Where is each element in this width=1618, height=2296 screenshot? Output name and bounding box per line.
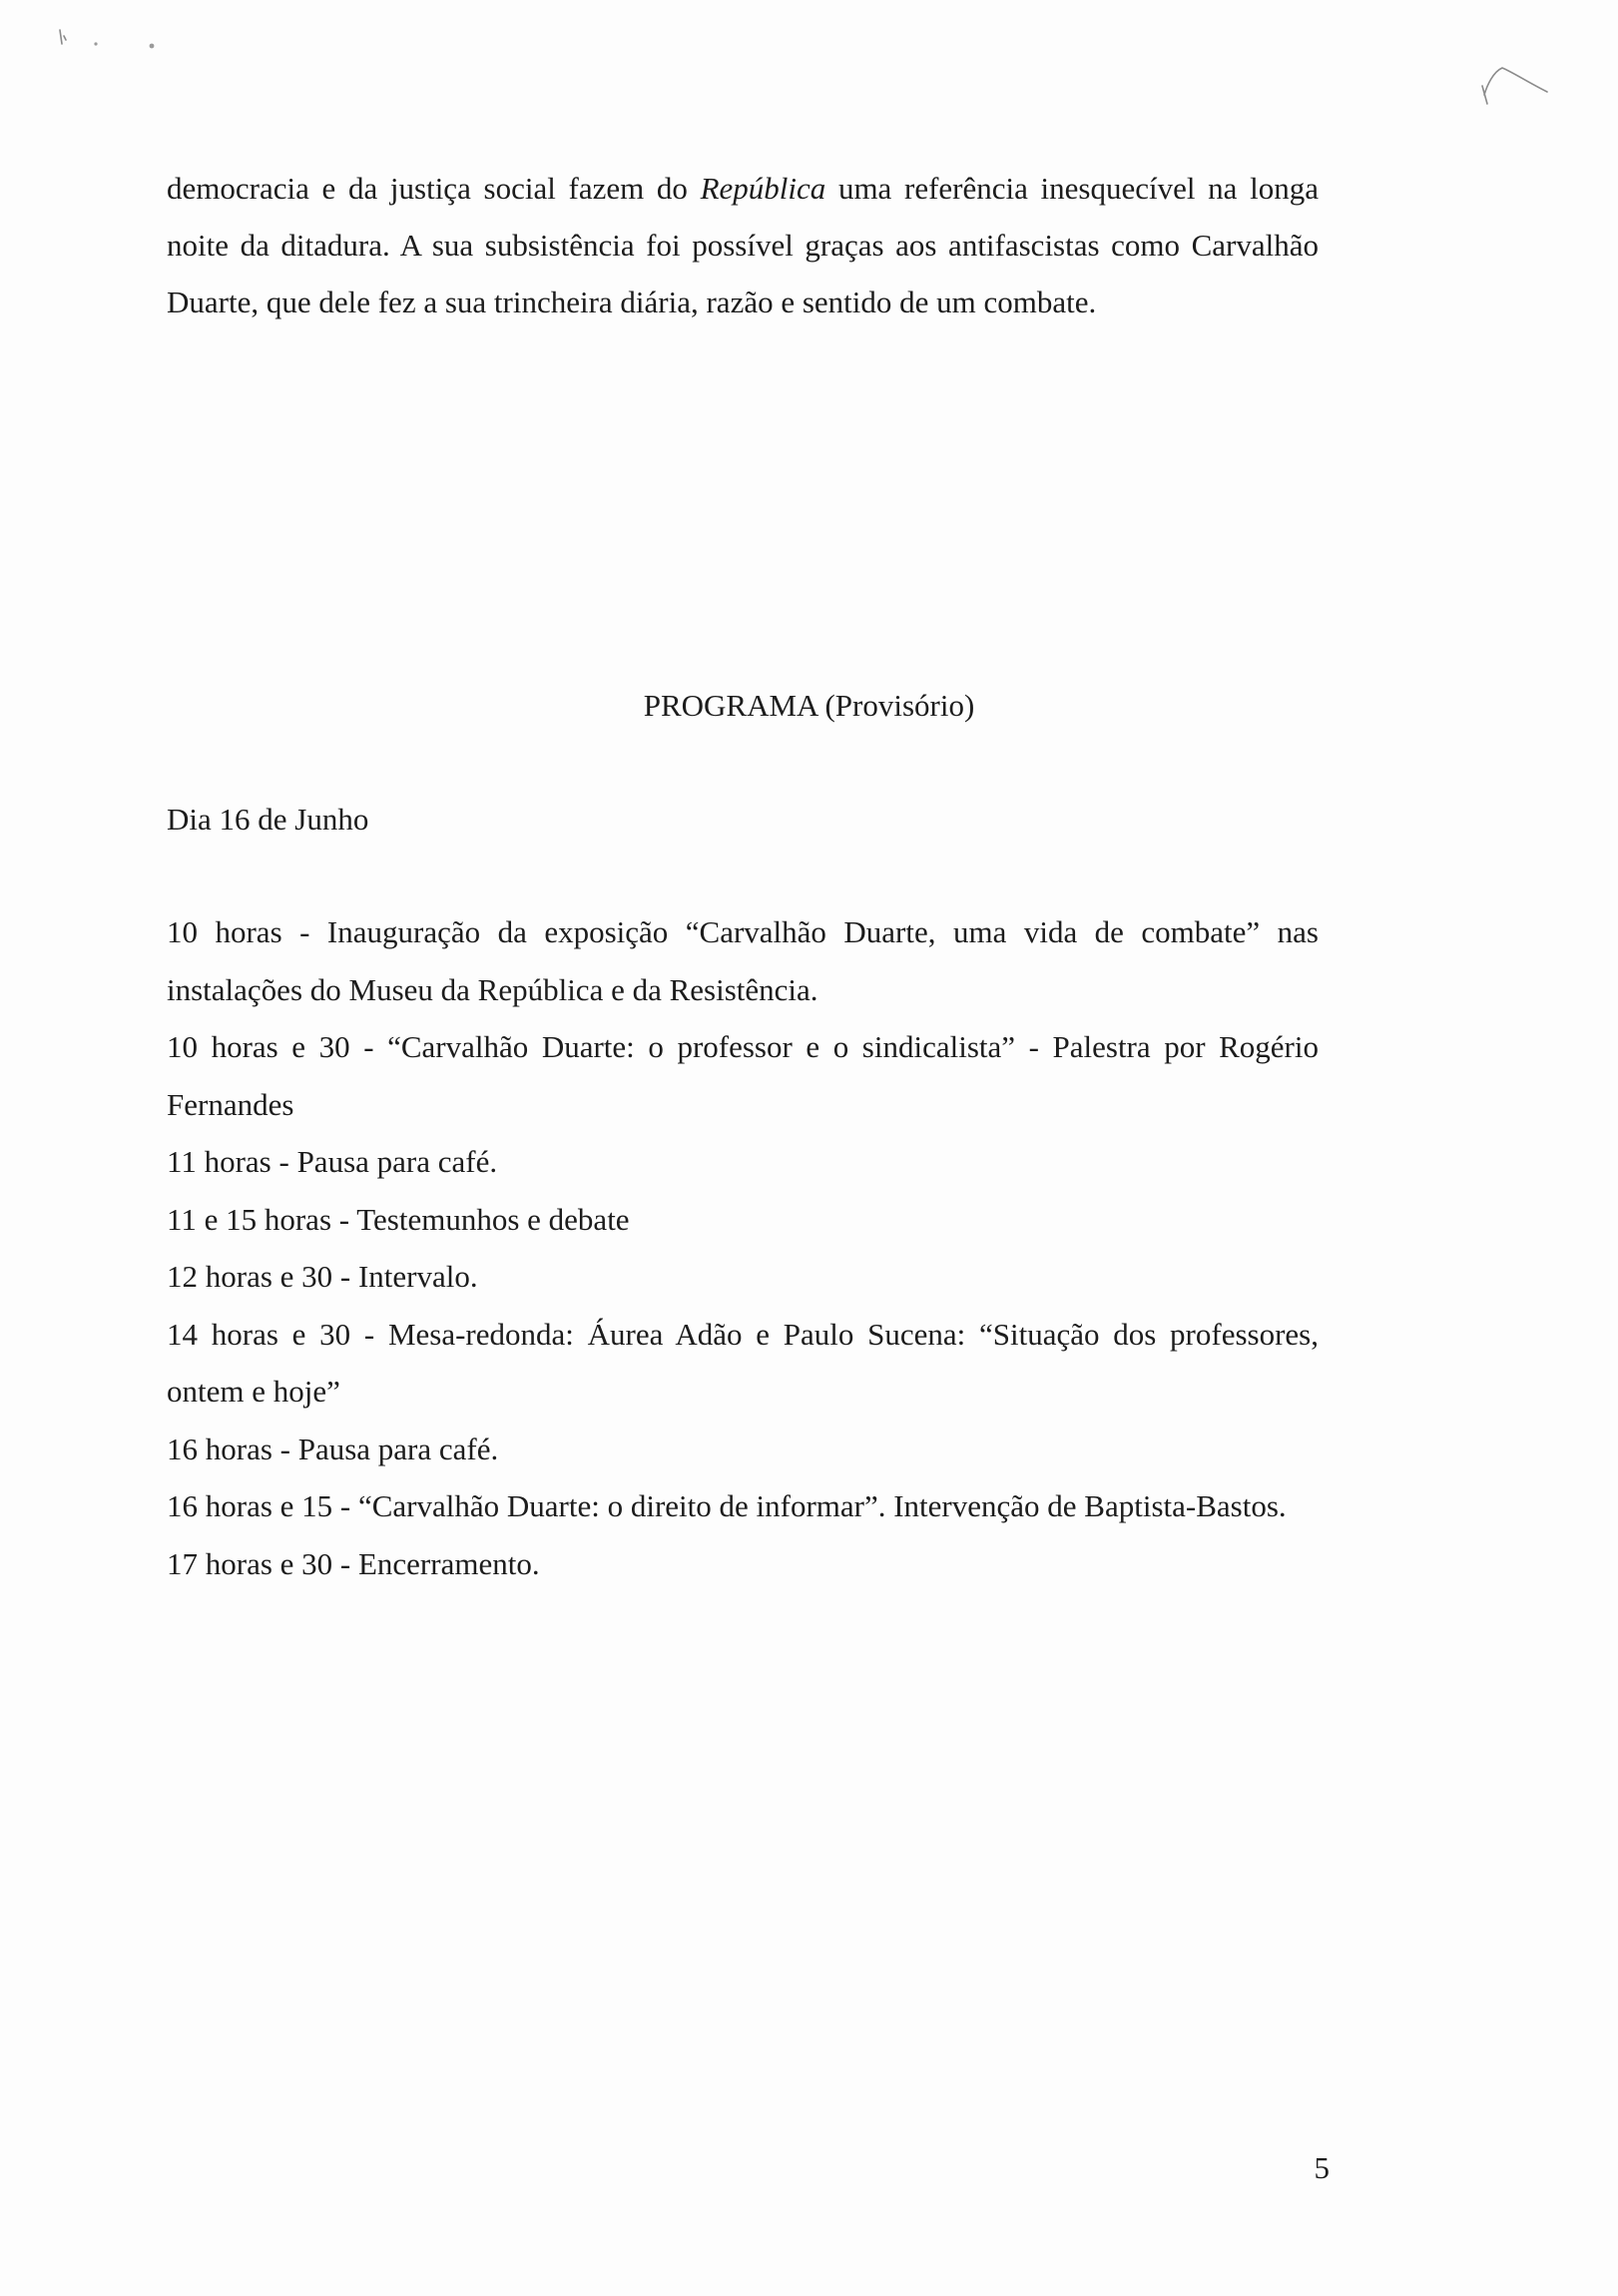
schedule-item: 10 horas e 30 - “Carvalhão Duarte: o professor e o sindicalista” - Palestra por Rogério Fernandes bbox=[167, 1029, 1319, 1122]
pencil-dot bbox=[150, 44, 155, 49]
schedule-item: 11 horas - Pausa para café. bbox=[167, 1144, 498, 1179]
intro-text-start: democracia e da justiça social fazem do bbox=[167, 171, 701, 206]
schedule-item: 16 horas e 15 - “Carvalhão Duarte: o direito de informar”. Intervenção de Baptista-Bastos. bbox=[167, 1488, 1287, 1523]
intro-paragraph bbox=[167, 160, 1319, 330]
republica-title-italic: República bbox=[700, 171, 826, 206]
schedule-item: 16 horas - Pausa para café. bbox=[167, 1431, 499, 1466]
schedule-item: 12 horas e 30 - Intervalo. bbox=[167, 1259, 478, 1294]
pencil-tick-mark bbox=[64, 36, 66, 40]
schedule-item: 11 e 15 horas - Testemunhos e debate bbox=[167, 1201, 630, 1237]
pencil-tick-mark bbox=[60, 30, 62, 44]
intro-text-end: uma referência inesquecível na longa noite da ditadura. A sua subsistência foi possível graças aos antifascistas como Carvalhão Duarte, que dele fez a sua trincheira diária, razão e sentido de um combate. bbox=[167, 171, 1319, 319]
program-heading: PROGRAMA (Provisório) bbox=[643, 688, 975, 723]
pencil-dot bbox=[94, 42, 97, 45]
pencil-corner-mark bbox=[1484, 68, 1547, 95]
schedule-item: 14 horas e 30 - Mesa-redonda: Áurea Adão e Paulo Sucena: “Situação dos professores, ontem e hoje” bbox=[167, 1316, 1319, 1409]
schedule-item: 17 horas e 30 - Encerramento. bbox=[167, 1545, 540, 1581]
program-schedule bbox=[167, 903, 1319, 1592]
pencil-corner-mark bbox=[1482, 86, 1487, 104]
page-number: 5 bbox=[1314, 2150, 1330, 2185]
schedule-item: 10 horas - Inauguração da exposição “Carvalhão Duarte, uma vida de combate” nas instalações do Museu da República e da Resistência. bbox=[167, 914, 1319, 1007]
program-day: Dia 16 de Junho bbox=[167, 802, 369, 837]
